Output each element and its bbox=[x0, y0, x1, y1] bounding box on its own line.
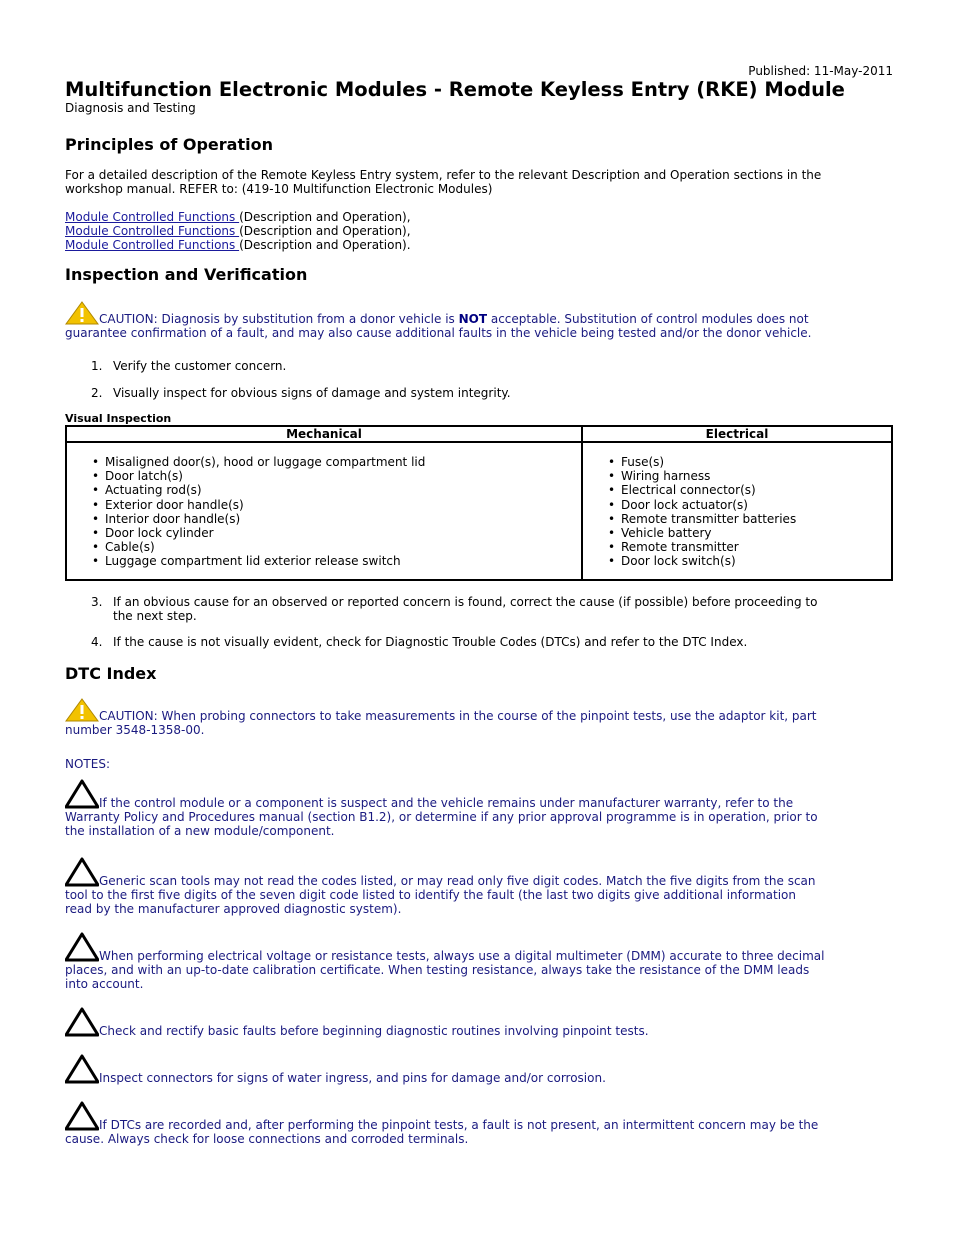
note-line: tool to the first five digits of the seven digit code listed to identify the fault (the last two digits give additional information bbox=[65, 888, 796, 902]
note-item bbox=[65, 857, 816, 916]
dtc-index-heading: DTC Index bbox=[65, 664, 157, 683]
step-item bbox=[91, 386, 511, 400]
electrical-cell bbox=[582, 442, 892, 580]
note-text: Check and rectify basic faults before beginning diagnostic routines involving pinpoint tests. bbox=[99, 1024, 649, 1038]
step-text: Visually inspect for obvious signs of damage and system integrity. bbox=[113, 386, 511, 400]
reference-links bbox=[65, 210, 411, 252]
table-row bbox=[66, 442, 892, 580]
note-text: If the control module or a component is suspect and the vehicle remains under manufacturer warranty, refer to the bbox=[99, 796, 794, 810]
note-line bbox=[65, 857, 816, 888]
caution-text: CAUTION: Diagnosis by substitution from a donor vehicle is bbox=[99, 312, 459, 326]
page-subtitle: Diagnosis and Testing bbox=[65, 101, 196, 115]
step-item bbox=[91, 359, 286, 373]
list-item: • Fuse(s) bbox=[605, 455, 891, 469]
list-item: • Electrical connector(s) bbox=[605, 483, 891, 497]
caution-triangle-icon bbox=[65, 301, 99, 325]
page-title: Multifunction Electronic Modules - Remote Keyless Entry (RKE) Module bbox=[65, 78, 845, 101]
list-item: • Misaligned door(s), hood or luggage compartment lid bbox=[89, 455, 581, 469]
list-item: • Exterior door handle(s) bbox=[89, 498, 581, 512]
list-item: • Door latch(s) bbox=[89, 469, 581, 483]
step-text-continued: the next step. bbox=[113, 609, 197, 623]
principles-line-2: workshop manual. REFER to: (419-10 Multifunction Electronic Modules) bbox=[65, 182, 493, 196]
link-suffix: (Description and Operation), bbox=[239, 210, 411, 224]
note-item bbox=[65, 932, 824, 991]
visual-inspection-table bbox=[65, 425, 893, 581]
list-item: • Door lock switch(s) bbox=[605, 554, 891, 568]
note-item bbox=[65, 1054, 606, 1085]
caution-line-1 bbox=[65, 301, 811, 326]
note-text: Generic scan tools may not read the codes listed, or may read only five digit codes. Match the five digits from the scan bbox=[99, 874, 816, 888]
reference-link-row bbox=[65, 224, 411, 238]
inspection-heading: Inspection and Verification bbox=[65, 265, 308, 284]
list-item: • Remote transmitter batteries bbox=[605, 512, 891, 526]
module-controlled-functions-link[interactable]: Module Controlled Functions bbox=[65, 224, 240, 238]
note-line: cause. Always check for loose connections and corroded terminals. bbox=[65, 1132, 469, 1146]
note-triangle-icon bbox=[65, 932, 99, 962]
note-item bbox=[65, 779, 818, 838]
note-triangle-icon bbox=[65, 1054, 99, 1084]
caution-substitution bbox=[65, 301, 811, 340]
caution-probing bbox=[65, 698, 817, 737]
step-item bbox=[91, 635, 747, 649]
note-triangle-icon bbox=[65, 1007, 99, 1037]
note-line bbox=[65, 779, 818, 810]
step-number: 3. bbox=[91, 595, 103, 609]
principles-heading: Principles of Operation bbox=[65, 135, 273, 154]
reference-link-row bbox=[65, 210, 411, 224]
note-line: places, and with an up-to-date calibration certificate. When testing resistance, always take the resistance of the DMM leads bbox=[65, 963, 810, 977]
column-header-mechanical: Mechanical bbox=[66, 426, 582, 442]
reference-link-row bbox=[65, 238, 411, 252]
module-controlled-functions-link[interactable]: Module Controlled Functions bbox=[65, 210, 240, 224]
caution-line-2: number 3548-1358-00. bbox=[65, 723, 205, 737]
step-number: 1. bbox=[91, 359, 103, 373]
step-number: 2. bbox=[91, 386, 103, 400]
step-text: If an obvious cause for an observed or reported concern is found, correct the cause (if possible) before proceeding to bbox=[113, 595, 818, 609]
link-suffix: (Description and Operation). bbox=[239, 238, 411, 252]
mechanical-list bbox=[89, 455, 581, 569]
visual-inspection-label: Visual Inspection bbox=[65, 412, 172, 425]
note-line: read by the manufacturer approved diagnostic system). bbox=[65, 902, 402, 916]
principles-text bbox=[65, 168, 821, 196]
note-line bbox=[65, 1054, 606, 1085]
principles-line-1: For a detailed description of the Remote Keyless Entry system, refer to the relevant Description and Operation sections in the bbox=[65, 168, 822, 182]
step-item bbox=[91, 595, 817, 609]
published-date: Published: 11-May-2011 bbox=[748, 64, 893, 78]
list-item: • Remote transmitter bbox=[605, 540, 891, 554]
note-triangle-icon bbox=[65, 779, 99, 809]
list-item: • Actuating rod(s) bbox=[89, 483, 581, 497]
caution-text: acceptable. Substitution of control modules does not bbox=[487, 312, 809, 326]
note-text: If DTCs are recorded and, after performing the pinpoint tests, a fault is not present, an intermittent concern may be the bbox=[99, 1118, 819, 1132]
list-item: • Door lock actuator(s) bbox=[605, 498, 891, 512]
mechanical-cell bbox=[66, 442, 582, 580]
list-item: • Wiring harness bbox=[605, 469, 891, 483]
electrical-list bbox=[605, 455, 891, 569]
list-item: • Luggage compartment lid exterior release switch bbox=[89, 554, 581, 568]
list-item: • Interior door handle(s) bbox=[89, 512, 581, 526]
caution-line-2: guarantee confirmation of a fault, and may also cause additional faults in the vehicle being tested and/or the donor vehicle. bbox=[65, 326, 812, 340]
step-text: Verify the customer concern. bbox=[113, 359, 287, 373]
list-item: • Door lock cylinder bbox=[89, 526, 581, 540]
note-item bbox=[65, 1101, 818, 1146]
note-line bbox=[65, 1007, 649, 1038]
caution-line-1 bbox=[65, 698, 817, 723]
list-item: • Cable(s) bbox=[89, 540, 581, 554]
column-header-electrical: Electrical bbox=[582, 426, 892, 442]
note-triangle-icon bbox=[65, 857, 99, 887]
table-header-row bbox=[66, 426, 892, 442]
step-number: 4. bbox=[91, 635, 103, 649]
note-line: the installation of a new module/component. bbox=[65, 824, 335, 838]
caution-text: CAUTION: When probing connectors to take measurements in the course of the pinpoint tests, use the adaptor kit, part bbox=[99, 709, 817, 723]
notes-label: NOTES: bbox=[65, 757, 110, 771]
note-line bbox=[65, 932, 824, 963]
list-item: • Vehicle battery bbox=[605, 526, 891, 540]
caution-emphasis: NOT bbox=[458, 312, 488, 326]
module-controlled-functions-link[interactable]: Module Controlled Functions bbox=[65, 238, 240, 252]
note-line: into account. bbox=[65, 977, 144, 991]
note-text: When performing electrical voltage or resistance tests, always use a digital multimeter (DMM) accurate to three decimal bbox=[99, 949, 825, 963]
step-text: If the cause is not visually evident, check for Diagnostic Trouble Codes (DTCs) and refer to the DTC Index. bbox=[113, 635, 748, 649]
note-triangle-icon bbox=[65, 1101, 99, 1131]
caution-triangle-icon bbox=[65, 698, 99, 722]
link-suffix: (Description and Operation), bbox=[239, 224, 411, 238]
note-text: Inspect connectors for signs of water ingress, and pins for damage and/or corrosion. bbox=[99, 1071, 606, 1085]
note-item bbox=[65, 1007, 649, 1038]
note-line bbox=[65, 1101, 818, 1132]
note-line: Warranty Policy and Procedures manual (section B1.2), or determine if any prior approval programme is in operation, prior to bbox=[65, 810, 818, 824]
